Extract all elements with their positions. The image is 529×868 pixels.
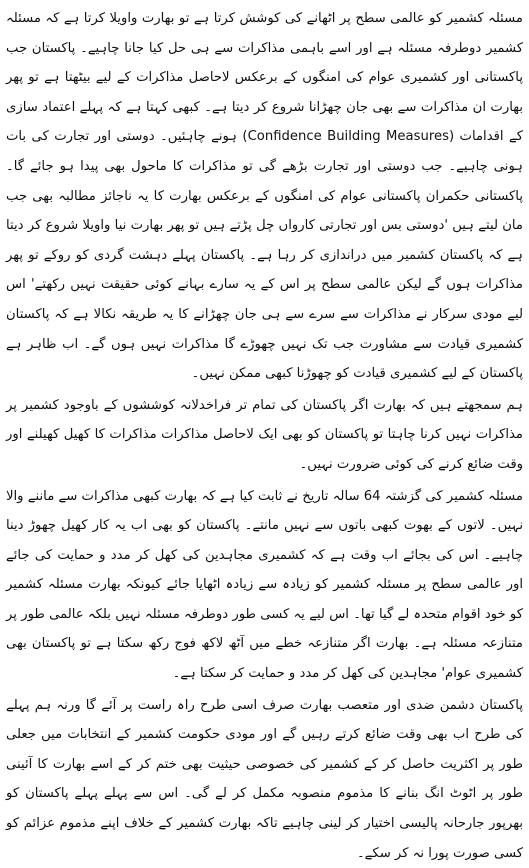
article-paragraph-3: مسئلہ کشمیر کی گزشتہ 64 سالہ تاریخ نے ثابت کیا ہے کہ بھارت کبھی مذاکرات سے ماننے والا نہیں۔ لاتوں کے بھوت کبھی باتوں سے نہیں مانتے۔ پاکستان کو بھی اب یہ کار کھیل چھوڑ دینا چاہیے۔ اس کی بجائے اب وقت ہے کہ کشمیری مجاہدین کی کھل کر مدد و حمایت کی جائے اور عالمی سطح پر مسئلہ کشمیر کو زیادہ سے زیادہ اٹھایا جائے کیونکہ بھارت مسئلہ کشمیر کو خود اقوام متحدہ لے گیا تھا۔ اس لیے یہ کسی طور دوطرفہ مسئلہ نہیں بلکہ عالمی طور پر متنازعہ مسئلہ ہے۔ بھارت اگر متنازعہ خطے میں آٹھ لاکھ فوج رکھ سکتا ہے تو پاکستان بھی کشمیری عوام' مجاہدین کی کھل کر مدد و حمایت کر سکتا ہے۔ xyxy=(6,488,523,682)
article-paragraph-2: ہم سمجھتے ہیں کہ بھارت اگر پاکستان کی تمام تر فراخدلانہ کوششوں کے باوجود کشمیر پر مذاکرات نہیں کرنا چاہتا تو پاکستان کو بھی ایک لاحاصل مذاکرات مذاکرات کا کھیل کھیلنے اور وقت ضائع کرنے کی کوئی ضرورت نہیں۔ xyxy=(6,397,523,472)
article-paragraph-1: مسئلہ کشمیر کو عالمی سطح پر اٹھانے کی کوشش کرتا ہے تو بھارت واویلا کرتا ہے کہ مسئلہ کشمیر دوطرفہ مسئلہ ہے اور اسے باہمی مذاکرات سے ہی حل کیا جانا چاہیے۔ پاکستان جب پاکستانی اور کشمیری عوام کی امنگوں کے برعکس لاحاصل مذاکرات کے لیے بیٹھتا ہے تو پھر بھارت ان مذاکرات سے بھی جان چھڑانا شروع کر دیتا ہے۔ کبھی کہتا ہے کہ پہلے اعتماد سازی کے اقدامات (Confidence Building Measures) ہونے چاہئیں۔ دوستی اور تجارت کی بات ہونی چاہیے۔ جب دوستی اور تجارت بڑھے گی تو مذاکرات کا ماحول بھی پیدا ہو جائے گا۔ پاکستانی حکمران پاکستانی عوام کی امنگوں کے برعکس بھارت کا یہ ناجائز مطالبہ بھی جب مان لیتے ہیں 'دوستی بس اور تجارتی کارواں چل پڑتے ہیں تو پھر بھارت نیا واویلا شروع کر دیتا ہے کہ پاکستان کشمیر میں دراندازی کر رہا ہے۔ پاکستان پہلے دہشت گردی کو روکے تو پھر مذاکرات ہوں گے لیکن عالمی سطح پر اس کے یہ سارے بہانے کوئی حقیقت نہیں رکھتے' اس لیے مودی سرکار نے مذاکرات سے سرے سے ہی جان چھڑانے کا یہ طریقہ نکالا ہے کہ پاکستان کشمیری قیادت سے مشاورت جب تک نہیں چھوڑے گا مذاکرات نہیں ہوں گے۔ اب ظاہر ہے پاکستان کے لیے کشمیری قیادت کو چھوڑنا کبھی ممکن نہیں۔ xyxy=(6,11,524,382)
article-paragraph-4: پاکستان دشمن ضدی اور متعصب بھارت صرف اسی طرح راہ راست پر آئے گا ورنہ ہم پہلے کی طرح اب بھی وقت ضائع کرتے رہیں گے اور مودی حکومت کشمیر کے انتخابات میں جعلی طور پر اکثریت حاصل کر کے کشمیر کی خصوصی حیثیت بھی ختم کر کے اسے بھارت کا آئینی طور پر اٹوٹ انگ بنانے کا مذموم منصوبہ مکمل کر لے گی۔ اس سے پہلے پہلے پاکستان کو بھرپور جارحانہ پالیسی اختیار کر لینی چاہیے تاکہ بھارت کشمیر کے خلاف اپنے مذموم عزائم کو کسی صورت پورا نہ کر سکے۔ xyxy=(6,697,523,861)
